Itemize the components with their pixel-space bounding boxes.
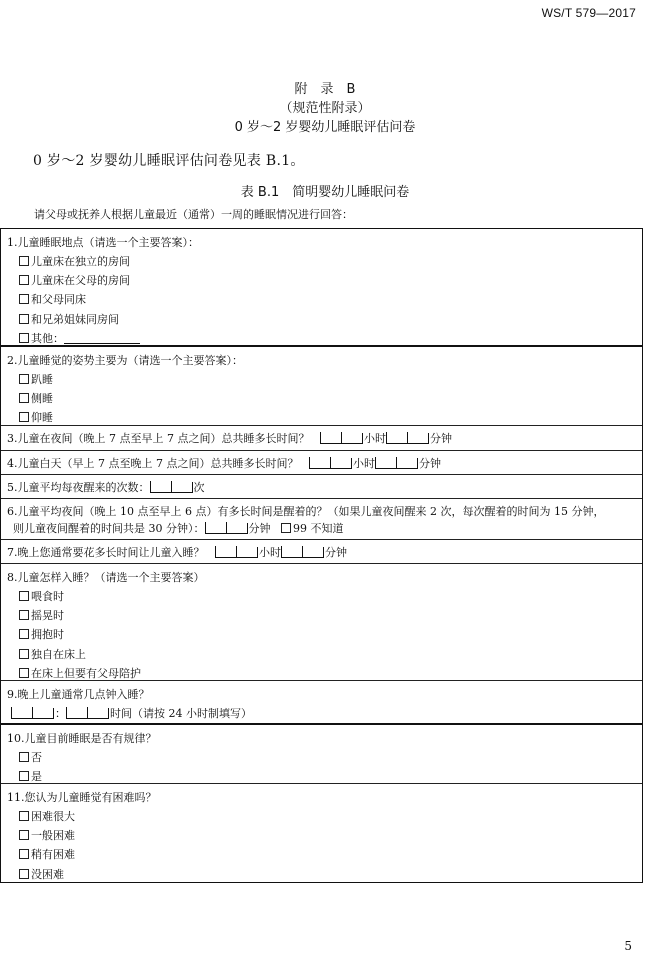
appendix-label: 附 录 B — [294, 82, 356, 97]
question-text: 11.您认为儿童睡觉有困难吗？ — [7, 791, 157, 804]
option-row: 一般困难 — [7, 826, 636, 845]
checkbox[interactable] — [19, 275, 29, 285]
other-fill-line[interactable] — [64, 331, 140, 344]
option-row: 儿童床在父母的房间 — [7, 271, 636, 290]
answer-slot[interactable] — [215, 546, 236, 558]
question-3: 3.儿童在夜间（晚上 7 点至早上 7 点之间）总共睡多长时间？ 小时 分钟 — [1, 425, 642, 450]
option-row: 稍有困难 — [7, 845, 636, 864]
checkbox[interactable] — [19, 869, 29, 879]
question-text: 4.儿童白天（早上 7 点至晚上 7 点之间）总共睡多长时间？ — [7, 457, 299, 470]
question-8 — [1, 563, 642, 680]
answer-slot[interactable] — [171, 481, 192, 493]
question-text-cont: 则儿童夜间醒着的时间共是 30 分钟）： 分钟 99 不知道 — [13, 522, 344, 535]
question-text: 3.儿童在夜间（晚上 7 点至早上 7 点之间）总共睡多长时间？ — [7, 432, 310, 445]
answer-slot[interactable] — [407, 432, 428, 444]
answer-slot[interactable] — [330, 457, 351, 469]
question-10 — [1, 723, 642, 783]
answer-slot[interactable] — [375, 457, 396, 469]
question-7: 7.晚上您通常要花多长时间让儿童入睡？ 小时 分钟 — [1, 539, 642, 563]
option-row: 困难很大 — [7, 807, 636, 826]
answer-slot[interactable] — [150, 481, 171, 493]
page-number: 5 — [624, 939, 632, 953]
answer-slot[interactable] — [87, 707, 108, 719]
question-text: 8.儿童怎样入睡？（请选一个主要答案） — [7, 571, 205, 584]
time-entry-row: ： 时间（请按 24 小时制填写） — [7, 704, 636, 723]
checkbox[interactable] — [19, 629, 29, 639]
question-text: 9.晚上儿童通常几点钟入睡？ — [7, 688, 150, 701]
checkbox[interactable] — [19, 752, 29, 762]
question-11 — [1, 783, 642, 882]
question-5: 5.儿童平均每夜醒来的次数： 次 — [1, 474, 642, 498]
answer-slot[interactable] — [11, 707, 32, 719]
question-2 — [1, 345, 642, 425]
question-text: 10.儿童目前睡眠是否有规律？ — [7, 732, 157, 745]
intro-text: 0 岁～2 岁婴幼儿睡眠评估问卷见表 B.1。 — [33, 153, 305, 169]
question-text: 5.儿童平均每夜醒来的次数： — [7, 481, 150, 494]
option-row: 独自在床上 — [7, 645, 636, 664]
option-row: 在床上但要有父母陪护 — [7, 664, 636, 683]
answer-slot[interactable] — [309, 457, 330, 469]
question-text: 7.晚上您通常要花多长时间让儿童入睡？ — [7, 546, 205, 559]
answer-slot[interactable] — [32, 707, 53, 719]
standard-code: WS/T 579—2017 — [541, 6, 636, 20]
checkbox[interactable] — [19, 374, 29, 384]
answer-slot[interactable] — [386, 432, 407, 444]
question-1 — [1, 229, 642, 345]
option-row: 仰睡 — [7, 408, 636, 427]
question-text: 1.儿童睡眠地点（请选一个主要答案）： — [7, 236, 199, 249]
answer-slot[interactable] — [320, 432, 341, 444]
question-text: 2.儿童睡觉的姿势主要为（请选一个主要答案）： — [7, 354, 243, 367]
option-row: 其他： — [7, 329, 636, 348]
checkbox[interactable] — [281, 523, 291, 533]
table-title: 表 B.1 简明婴幼儿睡眠问卷 — [240, 185, 410, 200]
checkbox[interactable] — [19, 830, 29, 840]
option-row: 和兄弟姐妹同房间 — [7, 310, 636, 329]
checkbox[interactable] — [19, 811, 29, 821]
answer-slot[interactable] — [281, 546, 302, 558]
answer-slot[interactable] — [205, 522, 226, 534]
checkbox[interactable] — [19, 256, 29, 266]
option-row: 否 — [7, 748, 636, 767]
checkbox[interactable] — [19, 333, 29, 343]
option-row: 没困难 — [7, 865, 636, 884]
checkbox[interactable] — [19, 314, 29, 324]
question-text: 6.儿童平均夜间（晚上 10 点至早上 6 点）有多长时间是醒着的？（如果儿童夜间醒来 2 次，每次醒着的时间为 15 分钟， — [7, 505, 605, 518]
option-row: 拥抱时 — [7, 625, 636, 644]
checkbox[interactable] — [19, 412, 29, 422]
answer-slot[interactable] — [236, 546, 257, 558]
checkbox[interactable] — [19, 849, 29, 859]
answer-slot[interactable] — [302, 546, 323, 558]
appendix-normative: （规范性附录） — [279, 101, 371, 116]
option-row: 摇晃时 — [7, 606, 636, 625]
instruction-text: 请父母或抚养人根据儿童最近（通常）一周的睡眠情况进行回答： — [34, 208, 353, 221]
option-row: 侧睡 — [7, 389, 636, 408]
checkbox[interactable] — [19, 668, 29, 678]
checkbox[interactable] — [19, 649, 29, 659]
questionnaire-table — [0, 228, 643, 883]
answer-slot[interactable] — [396, 457, 417, 469]
answer-slot[interactable] — [226, 522, 247, 534]
checkbox[interactable] — [19, 591, 29, 601]
question-6 — [1, 498, 642, 539]
option-row: 儿童床在独立的房间 — [7, 252, 636, 271]
checkbox[interactable] — [19, 294, 29, 304]
option-row: 和父母同床 — [7, 290, 636, 309]
answer-slot[interactable] — [341, 432, 362, 444]
question-4: 4.儿童白天（早上 7 点至晚上 7 点之间）总共睡多长时间？ 小时 分钟 — [1, 450, 642, 474]
option-row: 趴睡 — [7, 370, 636, 389]
checkbox[interactable] — [19, 393, 29, 403]
checkbox[interactable] — [19, 771, 29, 781]
question-9 — [1, 680, 642, 723]
checkbox[interactable] — [19, 610, 29, 620]
appendix-heading — [0, 80, 650, 137]
option-row: 喂食时 — [7, 587, 636, 606]
appendix-title: 0 岁～2 岁婴幼儿睡眠评估问卷 — [234, 120, 416, 135]
answer-slot[interactable] — [66, 707, 87, 719]
option-row: 是 — [7, 767, 636, 786]
